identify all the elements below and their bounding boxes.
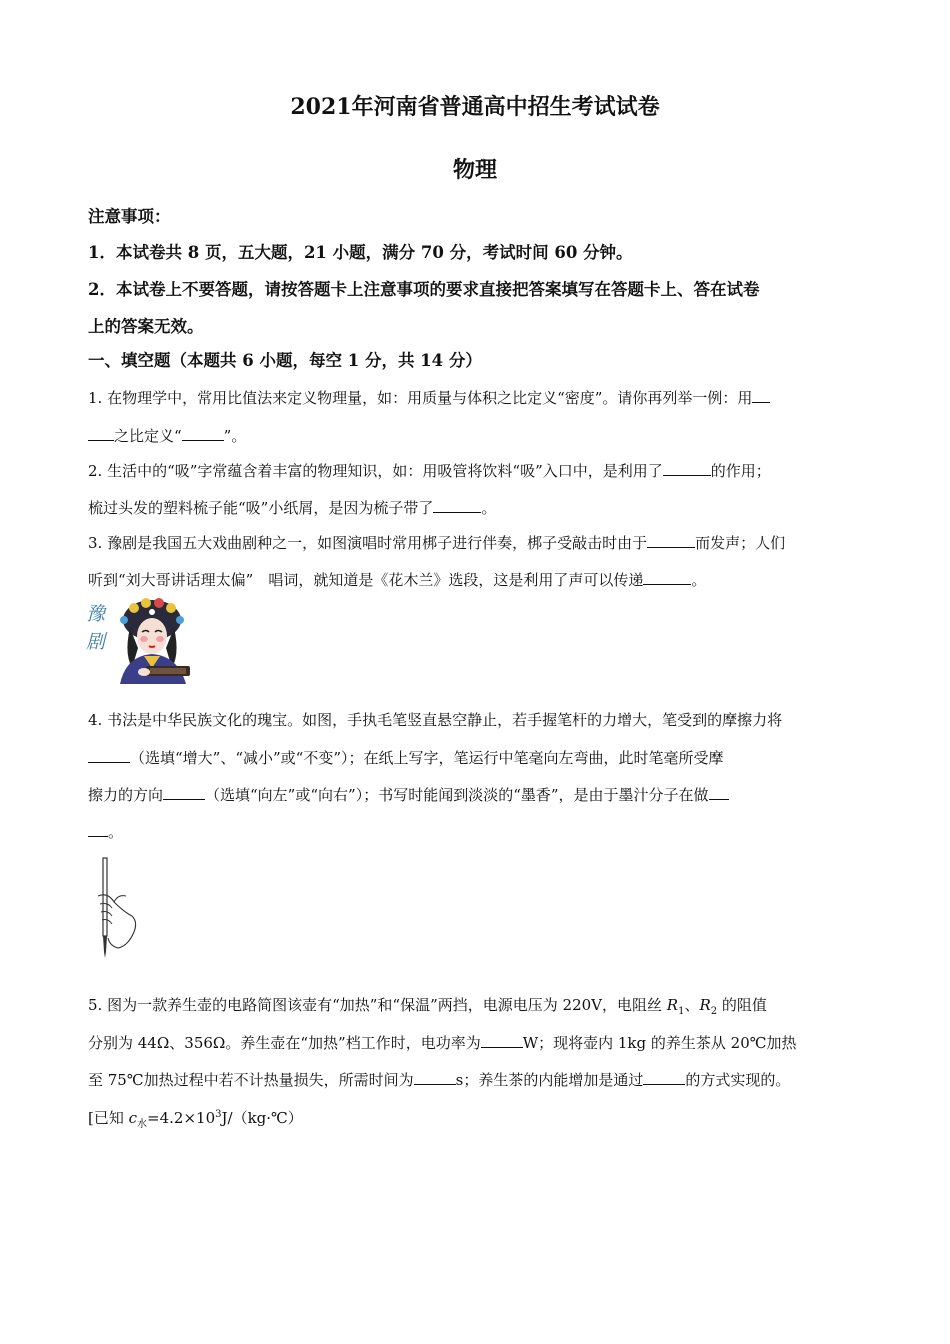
question-3-text: 而发声；人们 bbox=[695, 534, 786, 552]
question-4-text: （选填“向左”或“向右”）；书写时能闻到淡淡的“墨香”，是由于墨汁分子在做 bbox=[205, 786, 709, 804]
question-5-text: s；养生茶的内能增加是通过 bbox=[455, 1071, 644, 1089]
resistor-symbol: R bbox=[699, 996, 711, 1014]
question-4-line-4 bbox=[88, 820, 868, 843]
answer-blank bbox=[663, 459, 711, 476]
answer-blank bbox=[643, 1068, 685, 1085]
question-4-text: 。 bbox=[108, 823, 124, 841]
answer-blank bbox=[709, 783, 729, 800]
answer-blank bbox=[414, 1068, 456, 1085]
yu-opera-calligraphy: 豫剧 bbox=[86, 603, 106, 653]
question-4-line-3 bbox=[88, 783, 868, 806]
question-1-text: 1. 在物理学中，常用比值法来定义物理量，如：用质量与体积之比定义“密度”。请你再列举一例：用 bbox=[88, 389, 753, 407]
question-1-text: 之比定义“ bbox=[114, 427, 182, 445]
question-5-text: 的阻值 bbox=[717, 996, 767, 1014]
answer-blank bbox=[433, 496, 481, 513]
question-3-text: 听到“刘大哥讲话理太偏” 唱词，就知道是《花木兰》选段，这是利用了声可以传递 bbox=[88, 571, 644, 589]
question-5-text: 5. 图为一款养生壶的电路简图该壶有“加热”和“保温”两挡，电源电压为 220V，电阻丝 bbox=[88, 996, 667, 1014]
question-4-line-2 bbox=[88, 746, 868, 769]
notice-heading: 注意事项： bbox=[88, 207, 171, 226]
answer-blank bbox=[182, 424, 224, 441]
question-1-line-1 bbox=[88, 386, 868, 409]
calligraphy-brush-illustration bbox=[88, 856, 148, 962]
question-2-text: 梳过头发的塑料梳子能“吸”小纸屑，是因为梳子带了 bbox=[88, 499, 434, 517]
question-5-text: 至 75℃加热过程中若不计热量损失，所需时间为 bbox=[88, 1071, 414, 1089]
answer-blank bbox=[643, 568, 691, 585]
question-2-text: 的作用； bbox=[710, 462, 771, 480]
question-1-line-2 bbox=[88, 424, 868, 447]
question-3-line-2 bbox=[88, 568, 868, 591]
answer-blank bbox=[647, 531, 695, 548]
question-2-line-1 bbox=[88, 459, 868, 482]
question-5-text: J/（kg·℃） bbox=[221, 1109, 303, 1127]
brush-hand-figure bbox=[88, 856, 148, 962]
question-5-line-3 bbox=[88, 1068, 868, 1091]
question-5-line-2 bbox=[88, 1031, 868, 1054]
answer-blank bbox=[752, 386, 770, 403]
question-2-text: 2. 生活中的“吸”字常蕴含着丰富的物理知识，如：用吸管将饮料“吸”入口中，是利用了 bbox=[88, 462, 663, 480]
notice-item-2-line-2: 上的答案无效。 bbox=[88, 317, 204, 336]
resistor-symbol: R bbox=[666, 996, 679, 1014]
question-5-text: 、 bbox=[684, 996, 700, 1014]
question-5-text: 的方式实现的。 bbox=[685, 1071, 791, 1089]
answer-blank bbox=[163, 783, 205, 800]
notice-item-2-line-1: 2．本试卷上不要答题，请按答题卡上注意事项的要求直接把答案填写在答题卡上、答在试卷 bbox=[88, 280, 760, 299]
question-5-text: W；现将壶内 1kg 的养生茶从 20℃加热 bbox=[522, 1034, 797, 1052]
yu-opera-figure bbox=[86, 598, 198, 684]
question-4-text: （选填“增大”、“减小”或“不变”）；在纸上写字，笔运行中笔毫向左弯曲，此时笔毫所受摩 bbox=[130, 749, 724, 767]
question-4-text: 擦力的方向 bbox=[88, 786, 164, 804]
notice-item-1: 1．本试卷共 8 页，五大题，21 小题，满分 70 分，考试时间 60 分钟。 bbox=[88, 243, 633, 262]
resistor-subscript: 2 bbox=[710, 1006, 718, 1017]
question-1-text: ”。 bbox=[223, 427, 247, 445]
question-5-line-4 bbox=[88, 1104, 868, 1136]
specific-heat-subscript: 水 bbox=[137, 1119, 148, 1130]
exam-title: 2021年河南省普通高中招生考试试卷 bbox=[290, 94, 660, 120]
question-2-text: 。 bbox=[481, 499, 497, 517]
question-4-line-1: 4. 书法是中华民族文化的瑰宝。如图，手执毛笔竖直悬空静止，若手握笔杆的力增大，笔受到的摩擦力将 bbox=[88, 711, 783, 729]
question-3-text: 3. 豫剧是我国五大戏曲剧种之一，如图演唱时常用梆子进行伴奏，梆子受敲击时由于 bbox=[88, 534, 648, 552]
answer-blank bbox=[88, 746, 130, 763]
answer-blank bbox=[481, 1031, 523, 1048]
question-3-text: 。 bbox=[691, 571, 707, 589]
question-5-text: 分别为 44Ω、356Ω。养生壶在“加热”档工作时，电功率为 bbox=[88, 1034, 481, 1052]
exponent: 3 bbox=[215, 1109, 222, 1120]
question-5-text: =4.2×10 bbox=[147, 1109, 216, 1127]
question-3-line-1 bbox=[88, 531, 868, 554]
section-1-heading: 一、填空题（本题共 6 小题，每空 1 分，共 14 分） bbox=[88, 351, 482, 370]
answer-blank bbox=[88, 820, 108, 837]
resistor-subscript: 1 bbox=[678, 1006, 685, 1017]
question-2-line-2 bbox=[88, 496, 868, 519]
subject-title: 物理 bbox=[452, 157, 497, 183]
opera-performer-image bbox=[86, 598, 198, 684]
question-5-line-1 bbox=[88, 994, 868, 1023]
answer-blank bbox=[88, 424, 114, 441]
specific-heat-symbol: c bbox=[128, 1109, 138, 1127]
question-5-text: [已知 bbox=[88, 1109, 129, 1127]
